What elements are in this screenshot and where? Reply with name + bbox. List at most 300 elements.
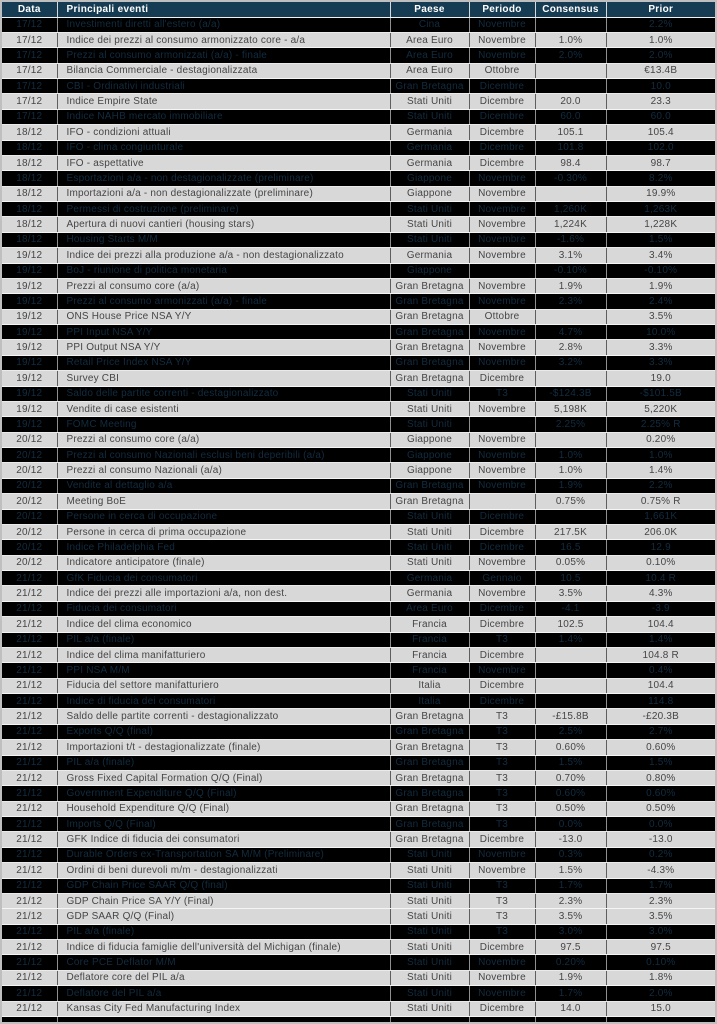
cell-date: 19/12 — [2, 340, 57, 355]
header-period: Periodo — [469, 2, 535, 17]
cell-event: Indice di fiducia dei consumatori — [57, 694, 390, 709]
event-row — [2, 463, 715, 478]
event-row-redacted — [2, 955, 715, 970]
cell-event: Saldo delle partite correnti - destagionalizzato — [57, 709, 390, 724]
cell-country: Germania — [390, 586, 469, 601]
cell-period: Novembre — [469, 186, 535, 201]
event-row-redacted — [2, 48, 715, 63]
cell-prior: 2.2% — [606, 17, 715, 32]
cell-date: 21/12 — [2, 632, 57, 647]
cell-consensus: 0.75% — [535, 494, 606, 509]
cell-period: Novembre — [469, 202, 535, 217]
cell-prior: 10.0 — [606, 79, 715, 94]
cell-event: GDP SAAR Q/Q (Final) — [57, 909, 390, 924]
cell-event: Vendite al dettaglio a/a — [57, 478, 390, 493]
cell-consensus: 0.05% — [535, 555, 606, 570]
event-row — [2, 371, 715, 386]
cell-period: T3 — [469, 909, 535, 924]
cell-prior: 0.4% — [606, 663, 715, 678]
cell-event: IFO - condizioni attuali — [57, 125, 390, 140]
event-row — [2, 709, 715, 724]
event-row-redacted — [2, 386, 715, 401]
cell-period — [469, 494, 535, 509]
cell-country: Giappone — [390, 463, 469, 478]
cell-period: Dicembre — [469, 617, 535, 632]
cell-prior: 0.10% — [606, 555, 715, 570]
cell-period: Gennaio — [469, 571, 535, 586]
cell-period: Ottobre — [469, 63, 535, 78]
cell-country: Gran Bretagna — [390, 340, 469, 355]
cell-consensus: 0.3% — [535, 847, 606, 862]
event-row — [2, 740, 715, 755]
cell-period — [469, 1016, 535, 1024]
cell-consensus: 3.0% — [535, 924, 606, 939]
cell-country: Italia — [390, 694, 469, 709]
cell-date: 21/12 — [2, 909, 57, 924]
cell-period: Novembre — [469, 278, 535, 293]
event-row-redacted — [2, 601, 715, 616]
cell-period: Novembre — [469, 970, 535, 985]
cell-country — [390, 1016, 469, 1024]
cell-date: 19/12 — [2, 248, 57, 263]
cell-country: Cina — [390, 17, 469, 32]
cell-prior: €13.4B — [606, 63, 715, 78]
cell-event: Persone in cerca di occupazione — [57, 509, 390, 524]
cell-consensus — [535, 371, 606, 386]
cell-consensus: 5,198K — [535, 401, 606, 416]
cell-period: Novembre — [469, 17, 535, 32]
event-row — [2, 940, 715, 955]
cell-date: 20/12 — [2, 494, 57, 509]
event-row — [2, 647, 715, 662]
cell-country: Stati Uniti — [390, 970, 469, 985]
cell-event: GfK Fiducia dei consumatori — [57, 571, 390, 586]
cell-country: Stati Uniti — [390, 893, 469, 908]
cell-country: Italia — [390, 678, 469, 693]
cell-consensus: -13.0 — [535, 832, 606, 847]
cell-country: Francia — [390, 663, 469, 678]
cell-event: PPI NSA M/M — [57, 663, 390, 678]
event-row — [2, 494, 715, 509]
cell-date: 21/12 — [2, 770, 57, 785]
cell-consensus: 1.5% — [535, 863, 606, 878]
cell-prior: 1,263K — [606, 202, 715, 217]
cell-country: Germania — [390, 248, 469, 263]
cell-country: Area Euro — [390, 601, 469, 616]
cell-event: Fiducia del settore manifatturiero — [57, 678, 390, 693]
cell-period: T3 — [469, 817, 535, 832]
cell-event: Prezzi al consumo core (a/a) — [57, 432, 390, 447]
cell-event: Housing Starts M/M — [57, 232, 390, 247]
cell-prior: 8.2% — [606, 171, 715, 186]
cell-prior: 3.5% — [606, 309, 715, 324]
cell-prior: 0.10% — [606, 955, 715, 970]
cell-prior: 2.7% — [606, 724, 715, 739]
cell-event: Fiducia dei consumatori — [57, 601, 390, 616]
cell-consensus: 217.5K — [535, 524, 606, 539]
cell-prior: 3.3% — [606, 355, 715, 370]
cell-period: T3 — [469, 878, 535, 893]
cell-period: Novembre — [469, 955, 535, 970]
cell-country: Germania — [390, 140, 469, 155]
cell-date: 19/12 — [2, 309, 57, 324]
cell-consensus: 3.5% — [535, 909, 606, 924]
cell-date: 18/12 — [2, 155, 57, 170]
cell-period: T3 — [469, 924, 535, 939]
event-row-redacted — [2, 202, 715, 217]
cell-period: Dicembre — [469, 79, 535, 94]
cell-consensus: 1.0% — [535, 463, 606, 478]
cell-consensus: 0.20% — [535, 955, 606, 970]
cell-date: 17/12 — [2, 17, 57, 32]
cell-prior: 0.60% — [606, 740, 715, 755]
cell-consensus: 2.8% — [535, 340, 606, 355]
cell-consensus: 0.70% — [535, 770, 606, 785]
event-row-redacted — [2, 478, 715, 493]
cell-consensus: 4.7% — [535, 325, 606, 340]
cell-consensus — [535, 678, 606, 693]
cell-date: 21/12 — [2, 832, 57, 847]
cell-period: Dicembre — [469, 832, 535, 847]
cell-country: Gran Bretagna — [390, 786, 469, 801]
cell-consensus: 0.60% — [535, 786, 606, 801]
cell-period: Dicembre — [469, 155, 535, 170]
cell-country: Stati Uniti — [390, 924, 469, 939]
cell-event — [57, 1016, 390, 1024]
event-row — [2, 863, 715, 878]
cell-date: 21/12 — [2, 955, 57, 970]
cell-event: GFK Indice di fiducia dei consumatori — [57, 832, 390, 847]
cell-country: Gran Bretagna — [390, 755, 469, 770]
cell-prior: -0.10% — [606, 263, 715, 278]
event-row-redacted — [2, 817, 715, 832]
event-row-redacted — [2, 109, 715, 124]
cell-period: T3 — [469, 386, 535, 401]
cell-period: Novembre — [469, 217, 535, 232]
cell-period: T3 — [469, 893, 535, 908]
cell-period: T3 — [469, 740, 535, 755]
cell-event: Core PCE Deflator M/M — [57, 955, 390, 970]
cell-prior: 1.0% — [606, 32, 715, 47]
cell-prior: 2.3% — [606, 893, 715, 908]
cell-event: Deflatore core del PIL a/a — [57, 970, 390, 985]
cell-country: Germania — [390, 571, 469, 586]
cell-event: Permessi di costruzione (preliminare) — [57, 202, 390, 217]
cell-consensus: 14.0 — [535, 1001, 606, 1016]
cell-consensus: 3.1% — [535, 248, 606, 263]
cell-prior: 1.5% — [606, 755, 715, 770]
cell-country: Stati Uniti — [390, 909, 469, 924]
cell-prior: 0.80% — [606, 770, 715, 785]
cell-date: 19/12 — [2, 355, 57, 370]
cell-period: T3 — [469, 632, 535, 647]
cell-prior: 2.2% — [606, 478, 715, 493]
cell-period: T3 — [469, 755, 535, 770]
cell-prior: 0.0% — [606, 817, 715, 832]
cell-period: Novembre — [469, 325, 535, 340]
cell-event: Prezzi al consumo Nazionali (a/a) — [57, 463, 390, 478]
cell-prior: 1,661K — [606, 509, 715, 524]
cell-date: 21/12 — [2, 647, 57, 662]
cell-period: Novembre — [469, 986, 535, 1001]
cell-consensus — [535, 309, 606, 324]
event-row-redacted — [2, 632, 715, 647]
event-row — [2, 32, 715, 47]
cell-prior: 102.0 — [606, 140, 715, 155]
cell-country: Stati Uniti — [390, 94, 469, 109]
event-row-redacted — [2, 755, 715, 770]
cell-country: Giappone — [390, 186, 469, 201]
cell-consensus: 101.8 — [535, 140, 606, 155]
event-row — [2, 248, 715, 263]
cell-event: Vendite di case esistenti — [57, 401, 390, 416]
table-body — [2, 17, 715, 1024]
cell-period: Novembre — [469, 32, 535, 47]
cell-period: Novembre — [469, 232, 535, 247]
cell-consensus — [535, 186, 606, 201]
cell-consensus: 0.50% — [535, 801, 606, 816]
cell-country: Stati Uniti — [390, 986, 469, 1001]
cell-prior: 60.0 — [606, 109, 715, 124]
cell-event: PPI Input NSA Y/Y — [57, 325, 390, 340]
cell-event: FOMC Meeting — [57, 417, 390, 432]
cell-consensus: -0.10% — [535, 263, 606, 278]
cell-event: Prezzi al consumo core (a/a) — [57, 278, 390, 293]
event-row — [2, 432, 715, 447]
cell-period: Dicembre — [469, 371, 535, 386]
cell-country: Gran Bretagna — [390, 740, 469, 755]
event-row — [2, 555, 715, 570]
cell-period: Novembre — [469, 340, 535, 355]
cell-event: GDP Chain Price SAAR Q/Q (final) — [57, 878, 390, 893]
cell-period: Dicembre — [469, 524, 535, 539]
cell-consensus — [535, 647, 606, 662]
cell-event: Durable Orders ex-Transportation SA M/M (Preliminare) — [57, 847, 390, 862]
cell-period: Novembre — [469, 586, 535, 601]
cell-date: 19/12 — [2, 371, 57, 386]
cell-event: Indice del clima manifatturiero — [57, 647, 390, 662]
cell-period — [469, 417, 535, 432]
cell-date: 21/12 — [2, 986, 57, 1001]
cell-prior: 0.2% — [606, 847, 715, 862]
cell-event: Imports Q/Q (Final) — [57, 817, 390, 832]
cell-consensus: 1.7% — [535, 986, 606, 1001]
cell-prior — [606, 1016, 715, 1024]
cell-consensus: 1.5% — [535, 755, 606, 770]
cell-consensus: 2.5% — [535, 724, 606, 739]
header-date: Data — [2, 2, 57, 17]
cell-country: Gran Bretagna — [390, 770, 469, 785]
cell-country: Francia — [390, 632, 469, 647]
cell-event: Survey CBI — [57, 371, 390, 386]
cell-consensus: 60.0 — [535, 109, 606, 124]
cell-event: ONS House Price NSA Y/Y — [57, 309, 390, 324]
cell-event: Indice di fiducia famiglie dell'università del Michigan (finale) — [57, 940, 390, 955]
cell-prior: 104.4 — [606, 678, 715, 693]
cell-prior: 104.8 R — [606, 647, 715, 662]
cell-date: 17/12 — [2, 109, 57, 124]
cell-event: Exports Q/Q (final) — [57, 724, 390, 739]
cell-date: 21/12 — [2, 755, 57, 770]
cell-date: 20/12 — [2, 509, 57, 524]
cell-event: Government Expenditure Q/Q (Final) — [57, 786, 390, 801]
cell-country: Stati Uniti — [390, 386, 469, 401]
cell-country: Gran Bretagna — [390, 355, 469, 370]
cell-date: 21/12 — [2, 709, 57, 724]
cell-consensus: 1.9% — [535, 478, 606, 493]
cell-event: IFO - aspettative — [57, 155, 390, 170]
cell-date: 21/12 — [2, 1001, 57, 1016]
cell-date: 21/12 — [2, 924, 57, 939]
cell-period: Novembre — [469, 248, 535, 263]
cell-consensus: 97.5 — [535, 940, 606, 955]
cell-date: 21/12 — [2, 571, 57, 586]
cell-date: 21/12 — [2, 678, 57, 693]
cell-country: Francia — [390, 617, 469, 632]
cell-prior: 1.7% — [606, 878, 715, 893]
cell-country: Stati Uniti — [390, 540, 469, 555]
cell-date: 18/12 — [2, 186, 57, 201]
cell-consensus — [535, 63, 606, 78]
event-row — [2, 217, 715, 232]
cell-date: 21/12 — [2, 940, 57, 955]
event-row — [2, 340, 715, 355]
cell-prior: 1.0% — [606, 448, 715, 463]
cell-consensus: 98.4 — [535, 155, 606, 170]
cell-consensus: -0.30% — [535, 171, 606, 186]
cell-date: 17/12 — [2, 79, 57, 94]
event-row-redacted — [2, 878, 715, 893]
cell-event: BoJ - riunione di politica monetaria — [57, 263, 390, 278]
cell-date: 21/12 — [2, 586, 57, 601]
header-row — [2, 2, 715, 17]
cell-event: Apertura di nuovi cantieri (housing stars) — [57, 217, 390, 232]
cell-date: 21/12 — [2, 817, 57, 832]
cell-date: 18/12 — [2, 202, 57, 217]
cell-consensus: 0.60% — [535, 740, 606, 755]
cell-event: Indice del clima economico — [57, 617, 390, 632]
cell-country: Gran Bretagna — [390, 817, 469, 832]
table-header — [2, 2, 715, 17]
cell-date: 20/12 — [2, 478, 57, 493]
cell-date: 19/12 — [2, 325, 57, 340]
cell-date: 19/12 — [2, 263, 57, 278]
cell-prior: -4.3% — [606, 863, 715, 878]
cell-event: Indice dei prezzi alla produzione a/a - non destagionalizzato — [57, 248, 390, 263]
cell-date: 21/12 — [2, 878, 57, 893]
cell-prior: 0.20% — [606, 432, 715, 447]
cell-date: 20/12 — [2, 432, 57, 447]
cell-country: Stati Uniti — [390, 555, 469, 570]
cell-date — [2, 1016, 57, 1024]
cell-date: 18/12 — [2, 140, 57, 155]
cell-event: PIL a/a (finale) — [57, 755, 390, 770]
event-row — [2, 893, 715, 908]
event-row — [2, 970, 715, 985]
cell-prior: 98.7 — [606, 155, 715, 170]
event-row — [2, 1001, 715, 1016]
cell-date: 19/12 — [2, 417, 57, 432]
event-row — [2, 63, 715, 78]
cell-period: Novembre — [469, 555, 535, 570]
event-row — [2, 278, 715, 293]
cell-country: Stati Uniti — [390, 1001, 469, 1016]
cell-period: Novembre — [469, 463, 535, 478]
cell-event: Persone in cerca di prima occupazione — [57, 524, 390, 539]
cell-country: Germania — [390, 125, 469, 140]
cell-date: 19/12 — [2, 401, 57, 416]
cell-country: Stati Uniti — [390, 878, 469, 893]
cell-event: Meeting BoE — [57, 494, 390, 509]
cell-prior: 4.3% — [606, 586, 715, 601]
cell-prior: 2.0% — [606, 986, 715, 1001]
cell-consensus — [535, 1016, 606, 1024]
cell-country: Stati Uniti — [390, 109, 469, 124]
cell-prior: 19.0 — [606, 371, 715, 386]
cell-consensus — [535, 79, 606, 94]
cell-event: Prezzi al consumo Nazionali esclusi beni deperibili (a/a) — [57, 448, 390, 463]
cell-date: 21/12 — [2, 724, 57, 739]
cell-country: Gran Bretagna — [390, 294, 469, 309]
cell-consensus: 1.4% — [535, 632, 606, 647]
event-row — [2, 770, 715, 785]
cell-prior: 3.4% — [606, 248, 715, 263]
event-row-redacted — [2, 232, 715, 247]
cell-date: 21/12 — [2, 847, 57, 862]
cell-prior: -£20.3B — [606, 709, 715, 724]
cell-event: Indice Empire State — [57, 94, 390, 109]
cell-date: 21/12 — [2, 617, 57, 632]
cell-period: Dicembre — [469, 647, 535, 662]
cell-prior: 104.4 — [606, 617, 715, 632]
event-row-redacted — [2, 355, 715, 370]
cell-date: 17/12 — [2, 32, 57, 47]
economic-calendar-table — [2, 2, 715, 1024]
cell-prior: 10.0% — [606, 325, 715, 340]
event-row-redacted — [2, 924, 715, 939]
event-row-redacted — [2, 663, 715, 678]
cell-country: Gran Bretagna — [390, 325, 469, 340]
cell-period: Novembre — [469, 663, 535, 678]
event-row — [2, 524, 715, 539]
cell-country: Stati Uniti — [390, 417, 469, 432]
cell-event: PIL a/a (finale) — [57, 924, 390, 939]
header-prior: Prior — [606, 2, 715, 17]
cell-period: T3 — [469, 770, 535, 785]
cell-prior: -$101.5B — [606, 386, 715, 401]
cell-period: Dicembre — [469, 678, 535, 693]
cell-country: Gran Bretagna — [390, 309, 469, 324]
cell-consensus: 102.5 — [535, 617, 606, 632]
event-row — [2, 801, 715, 816]
cell-prior: 105.4 — [606, 125, 715, 140]
cell-country: Germania — [390, 155, 469, 170]
cell-date: 20/12 — [2, 448, 57, 463]
cell-consensus: 2.3% — [535, 893, 606, 908]
cell-consensus: 1,224K — [535, 217, 606, 232]
cell-prior: -3.9 — [606, 601, 715, 616]
cell-consensus: 1.7% — [535, 878, 606, 893]
cell-consensus: 10.5 — [535, 571, 606, 586]
cell-period: T3 — [469, 709, 535, 724]
cell-country: Giappone — [390, 448, 469, 463]
cell-date: 17/12 — [2, 63, 57, 78]
cell-date: 18/12 — [2, 232, 57, 247]
cell-prior: 0.50% — [606, 801, 715, 816]
cell-date: 21/12 — [2, 863, 57, 878]
cell-country: Gran Bretagna — [390, 278, 469, 293]
cell-date: 20/12 — [2, 524, 57, 539]
